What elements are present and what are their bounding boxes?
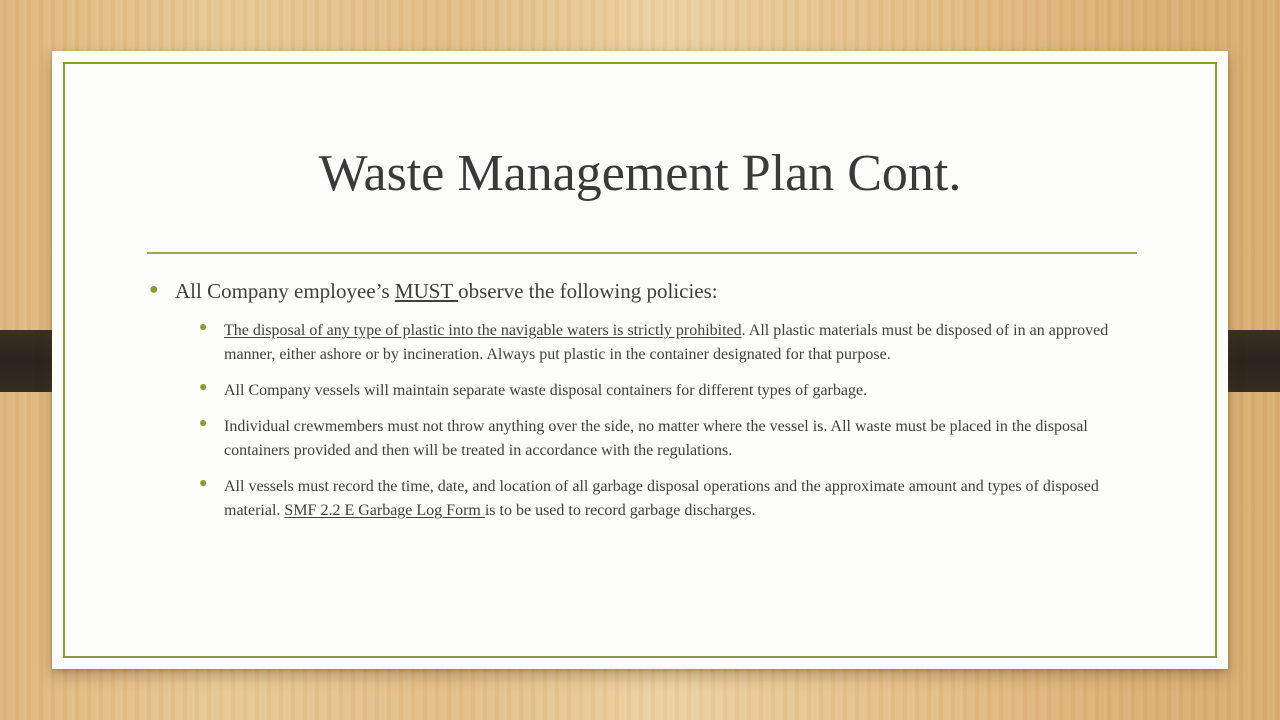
policy-item-plastic	[144, 319, 1144, 367]
bullet-icon: ●	[199, 380, 208, 395]
policy-item-crewmembers	[144, 415, 1144, 463]
policy-containers-text: All Company vessels will maintain separate waste disposal containers for different types of garbage.	[224, 382, 868, 399]
intro-text-before: All Company employee’s	[175, 279, 395, 303]
bullet-icon: ●	[199, 320, 208, 335]
bullet-icon: ●	[149, 281, 159, 298]
slide-title: Waste Management Plan Cont.	[318, 145, 962, 202]
policy-plastic-underlined: The disposal of any type of plastic into the navigable waters is strictly prohibited	[224, 322, 742, 339]
policy-crewmembers-text: Individual crewmembers must not throw anything over the side, no matter where the vessel is. All waste must be placed in the disposal containers provided and then will be treated in accordance with the regulations.	[224, 418, 1088, 459]
intro-bullet	[144, 277, 1144, 305]
bullet-icon: ●	[199, 416, 208, 431]
garbage-log-form-link[interactable]: SMF 2.2 E Garbage Log Form	[284, 502, 485, 519]
slide-card	[52, 51, 1228, 669]
policy-records-text-after: is to be used to record garbage discharges.	[484, 502, 756, 519]
bullet-icon: ●	[199, 476, 208, 491]
title-divider	[147, 252, 1137, 254]
slide-body	[144, 277, 1144, 535]
policy-list	[144, 319, 1144, 523]
intro-text-after: observe the following policies:	[458, 279, 718, 303]
intro-emphasis: MUST	[394, 279, 459, 303]
policy-item-containers	[144, 379, 1144, 403]
policy-item-records	[144, 475, 1144, 523]
policy-plastic-text: . All plastic materials must be disposed of in an approved manner, either ashore or by incineration. Always put plastic in the container designated for that purpose.	[224, 322, 1109, 363]
policy-records-text-before: All vessels must record the time, date, and location of all garbage disposal operations and the approximate amount and types of disposed material.	[224, 478, 1099, 519]
